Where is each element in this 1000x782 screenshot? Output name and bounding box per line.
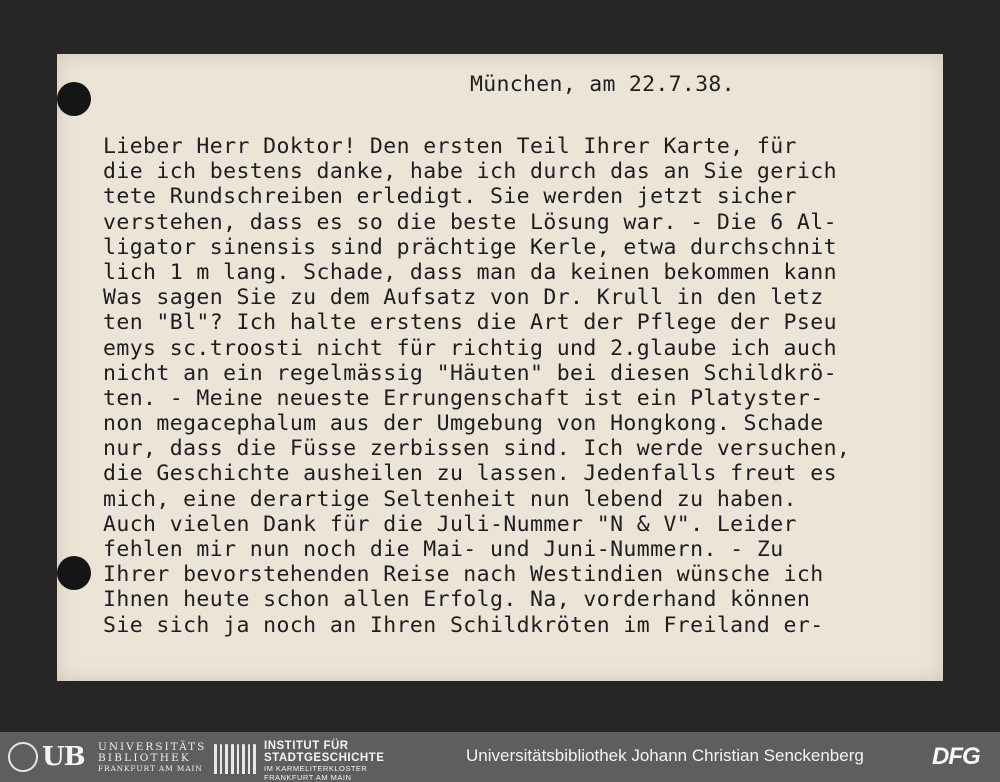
letter-line: ten. - Meine neueste Errungenschaft ist ein Platyster- — [103, 385, 824, 411]
seal-icon — [8, 742, 38, 772]
letter-line: Auch vielen Dank für die Juli-Nummer "N & V". Leider — [103, 511, 797, 537]
letter-body — [103, 134, 943, 638]
footer-bar — [0, 732, 1000, 782]
letter-line: Ihrer bevorstehenden Reise nach Westindien wünsche ich — [103, 562, 824, 588]
letter-line: mich, eine derartige Seltenheit nun lebend zu haben. — [103, 486, 797, 512]
postcard — [57, 54, 943, 681]
library-name[interactable]: Universitätsbibliothek Johann Christian Senckenberg — [466, 746, 864, 765]
date-line: München, am 22.7.38. — [470, 72, 735, 97]
letter-line: fehlen mir nun noch die Mai- und Juni-Nummern. - Zu — [103, 537, 784, 562]
ub-name[interactable] — [98, 742, 206, 773]
isg-line-3a: IM KARMELITERKLOSTER — [264, 764, 368, 773]
letter-line: nicht an ein regelmässig "Häuten" bei diesen Schildkrö- — [103, 360, 837, 386]
letter-line: ten "Bl"? Ich halte erstens die Art der Pflege der Pseu — [103, 310, 837, 336]
letter-line: non megacephalum aus der Umgebung von Hongkong. Schade — [103, 411, 824, 437]
columns-icon — [214, 740, 256, 774]
letter-line: lich 1 m lang. Schade, dass man da keinen bekommen kann — [103, 259, 837, 285]
letter-line: die Geschichte ausheilen zu lassen. Jedenfalls freut es — [103, 461, 837, 487]
dfg-logo[interactable]: DFG — [932, 743, 980, 770]
letter-line: Lieber Herr Doktor! Den ersten Teil Ihrer Karte, für — [103, 134, 797, 159]
ub-mark: UB — [42, 742, 85, 772]
punch-hole — [57, 556, 91, 590]
ub-line-2: BIBLIOTHEK — [98, 752, 191, 764]
letter-line: Was sagen Sie zu dem Aufsatz von Dr. Krull in den letz — [103, 285, 824, 311]
letter-line: tete Rundschreiben erledigt. Sie werden jetzt sicher — [103, 184, 797, 210]
ub-line-3: FRANKFURT AM MAIN — [98, 764, 203, 773]
letter-line: nur, dass die Füsse zerbissen sind. Ich werde versuchen, — [103, 436, 851, 462]
isg-line-3b: FRANKFURT AM MAIN — [264, 773, 352, 782]
ub-logo[interactable] — [8, 741, 96, 773]
ub-line-1: UNIVERSITÄTS — [98, 741, 207, 753]
letter-line: Sie sich ja noch an Ihren Schildkröten im Freiland er- — [103, 612, 824, 638]
isg-line-1: INSTITUT FÜR — [264, 740, 349, 752]
letter-line: ligator sinensis sind prächtige Kerle, etwa durchschnit — [103, 234, 837, 260]
punch-hole — [57, 82, 91, 116]
isg-name[interactable] — [264, 740, 384, 782]
letter-line: verstehen, dass es so die beste Lösung war. - Die 6 Al- — [103, 209, 837, 235]
letter-line: die ich bestens danke, habe ich durch das an Sie gerich — [103, 159, 837, 185]
isg-line-2: STADTGESCHICHTE — [264, 752, 385, 764]
letter-line: emys sc.troosti nicht für richtig und 2.glaube ich auch — [103, 335, 837, 361]
letter-line: Ihnen heute schon allen Erfolg. Na, vorderhand können — [103, 587, 811, 613]
